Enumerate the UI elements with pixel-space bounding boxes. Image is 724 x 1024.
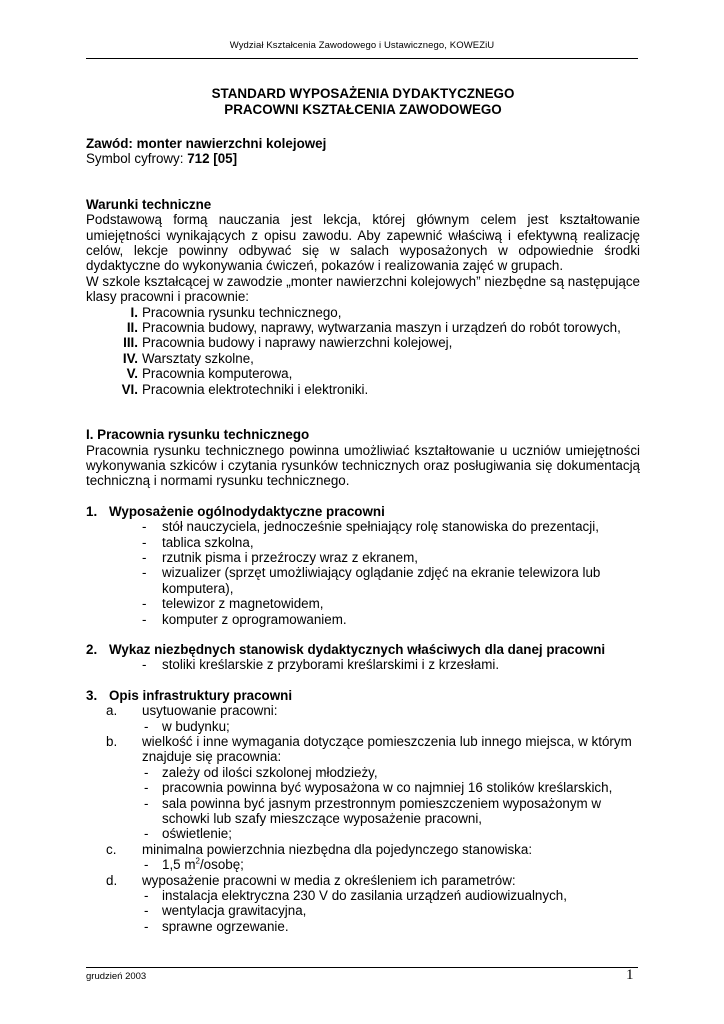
room-number: II.	[126, 320, 138, 336]
list-item: - instalacja elektryczna 230 V do zasilania urządzeń audiowizualnych,	[144, 888, 567, 904]
list-item: - wentylacja grawitacyjna,	[144, 903, 307, 919]
infrastructure-a: a. usytuowanie pracowni:	[106, 703, 278, 719]
room-list	[86, 305, 640, 397]
section-title: Opis infrastruktury pracowni	[109, 687, 293, 703]
room-item	[86, 351, 640, 366]
document-body	[86, 86, 640, 934]
technical-paragraph-1: Podstawową formą nauczania jest lekcja, której głównym celem jest kształtowanie umiejętności wynikających z opisu zawodu. Aby zapewnić właściwą i efektywną realizację celów, lekcje powinny odbywać się w salach wyposażonych w odpowiednie środki dydaktyczne do wykonywania ćwiczeń, pokazów i realizowania zajęć w grupach.	[86, 212, 640, 274]
equipment-list	[86, 519, 640, 627]
room-number: V.	[126, 366, 138, 382]
symbol-line	[86, 151, 640, 166]
list-item: - 1,5 $m^2$/osobę;	[144, 856, 244, 873]
infrastructure-heading	[86, 688, 640, 703]
page-header: Wydział Kształcenia Zawodowego i Ustawicznego, KOWEZiU	[229, 40, 495, 51]
stations-heading	[86, 642, 640, 657]
infrastructure-d: d. wyposażenie pracowni w media z określeniem ich parametrów:	[106, 872, 516, 888]
room-item	[86, 305, 640, 320]
section-1-intro: Pracownia rysunku technicznego powinna umożliwiać kształtowanie u uczniów umiejętności wykonywania szkiców i czytania rysunków technicznych oraz posługiwania się dokumentacją techniczną i normami rysunku technicznego.	[86, 442, 640, 489]
area-superscript: 2	[195, 856, 200, 866]
section-title: Wykaz niezbędnych stanowisk dydaktycznych właściwych dla danej pracowni	[109, 641, 606, 657]
profession-label: Zawód: monter nawierzchni kolejowej	[86, 136, 327, 151]
title-line-2: PRACOWNI KSZTAŁCENIA ZAWODOWEGO	[224, 102, 502, 117]
section-number: 3.	[86, 687, 98, 703]
room-item	[86, 366, 640, 381]
room-item	[86, 320, 640, 335]
footer-rule	[86, 967, 638, 968]
area-value: 1,5 m	[162, 857, 196, 873]
list-item: - wizualizer (sprzęt umożliwiający oglądanie zdjęć na ekranie telewizora lub komputera),	[142, 565, 601, 596]
room-item	[86, 335, 640, 350]
infrastructure-c: c. minimalna powierzchnia niezbędna dla pojedynczego stanowiska:	[106, 841, 533, 857]
list-item: - tablica szkolna,	[142, 534, 254, 550]
room-text: Pracownia rysunku technicznego,	[142, 304, 342, 320]
document-title	[86, 86, 640, 118]
symbol-value: 712 [05]	[187, 151, 238, 167]
footer-date: grudzień 2003	[86, 971, 147, 982]
list-item: - sala powinna być jasnym przestronnym pomieszczeniem wyposażonym w schowki lub szafy mieszczące wyposażenie pracowni,	[144, 795, 602, 827]
room-number: III.	[123, 335, 138, 351]
title-line-1: STANDARD WYPOSAŻENIA DYDAKTYCZNEGO	[211, 86, 515, 101]
technical-paragraph-2: W szkole kształcącej w zawodzie „monter nawierzchni kolejowych” niezbędne są następujące klasy pracowni i pracownie:	[86, 273, 640, 305]
room-text: Pracownia budowy, naprawy, wytwarzania maszyn i urządzeń do robót torowych,	[142, 320, 621, 336]
list-item: - sprawne ogrzewanie.	[144, 918, 289, 934]
list-item: - zależy od ilości szkolonej młodzieży,	[144, 764, 378, 780]
area-unit: /osobę;	[199, 857, 244, 873]
list-item: - w budynku;	[144, 718, 230, 734]
list-item: - rzutnik pisma i przeźroczy wraz z ekranem,	[142, 549, 418, 565]
room-text: Pracownia elektrotechniki i elektroniki.	[142, 381, 369, 397]
room-text: Pracownia komputerowa,	[142, 366, 293, 382]
equipment-heading	[86, 504, 640, 519]
section-1-heading: I. Pracownia rysunku technicznego	[86, 427, 310, 443]
infrastructure-b: b. wielkość i inne wymagania dotyczące pomieszczenia lub innego miejsca, w którym znajduje się pracownia:	[106, 734, 632, 765]
list-item: - telewizor z magnetowidem,	[142, 596, 324, 612]
room-text: Pracownia budowy i naprawy nawierzchni kolejowej,	[142, 335, 453, 351]
section-title: Wyposażenie ogólnodydaktyczne pracowni	[109, 503, 385, 519]
room-number: VI.	[121, 381, 138, 397]
list-item: - stoliki kreślarskie z przyborami kreślarskimi i z krzesłami.	[142, 657, 500, 673]
list-item: - pracownia powinna być wyposażona w co najmniej 16 stolików kreślarskich,	[144, 780, 613, 796]
symbol-label: Symbol cyfrowy:	[86, 151, 188, 167]
room-text: Warsztaty szkolne,	[142, 350, 254, 366]
list-item: - stół nauczyciela, jednocześnie spełniający rolę stanowiska do prezentacji,	[142, 519, 599, 535]
room-number: I.	[130, 304, 138, 320]
header-rule	[86, 58, 638, 59]
section-number: 1.	[86, 503, 98, 519]
technical-heading: Warunki techniczne	[86, 196, 212, 212]
room-item	[86, 382, 640, 397]
list-item: - komputer z oprogramowaniem.	[142, 611, 347, 627]
list-item: - oświetlenie;	[144, 826, 232, 842]
section-number: 2.	[86, 641, 98, 657]
page-number: 1	[626, 967, 634, 983]
room-number: IV.	[122, 350, 138, 366]
